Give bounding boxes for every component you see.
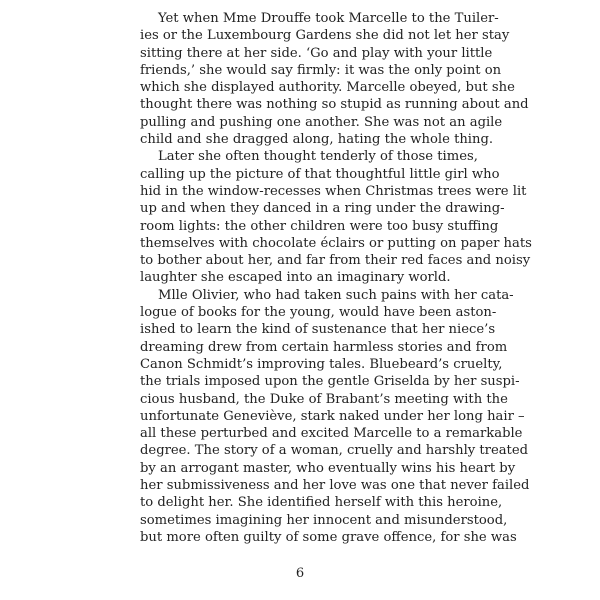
- text-line: logue of books for the young, would have been aston-: [140, 305, 497, 321]
- text-line: themselves with chocolate éclairs or putting on paper hats: [140, 235, 532, 251]
- text-line: dreaming drew from certain harmless stories and from: [140, 339, 508, 355]
- text-line: ished to learn the kind of sustenance that her niece’s: [140, 322, 496, 338]
- text-line: to bother about her, and far from their red faces and noisy: [140, 253, 531, 269]
- text-line: Mlle Olivier, who had taken such pains with her cata-: [158, 287, 514, 303]
- text-line: thought there was nothing so stupid as running about and: [140, 97, 529, 113]
- text-line: room lights: the other children were too busy stuffing: [140, 218, 499, 234]
- text-line: sitting there at her side. ‘Go and play with your little: [140, 45, 493, 61]
- text-line: all these perturbed and excited Marcelle to a remarkable: [140, 426, 523, 442]
- paragraph: [140, 10, 529, 148]
- text-line: laughter she escaped into an imaginary world.: [140, 270, 451, 286]
- text-line: friends,’ she would say firmly: it was the only point on: [140, 62, 502, 78]
- text-line: pulling and pushing one another. She was not an agile: [140, 114, 503, 130]
- body-text: [140, 10, 532, 546]
- text-line: the trials imposed upon the gentle Griselda by her suspi-: [140, 374, 520, 390]
- text-line: degree. The story of a woman, cruelly and harshly treated: [140, 443, 529, 459]
- text-line: cious husband, the Duke of Brabant’s meeting with the: [140, 391, 508, 407]
- text-line: by an arrogant master, who eventually wins his heart by: [140, 460, 516, 476]
- text-line: sometimes imagining her innocent and misunderstood,: [140, 512, 508, 528]
- text-line: Yet when Mme Drouffe took Marcelle to the Tuiler-: [158, 11, 499, 26]
- text-line: child and she dragged along, hating the whole thing.: [140, 132, 494, 148]
- text-line: calling up the picture of that thoughtful little girl who: [140, 166, 500, 182]
- paragraph: [140, 148, 532, 286]
- paragraph: [140, 287, 530, 546]
- text-line: but more often guilty of some grave offence, for she was: [140, 529, 517, 545]
- text-line: ies or the Luxembourg Gardens she did not let her stay: [140, 28, 510, 44]
- text-line: hid in the window-recesses when Christmas trees were lit: [140, 183, 527, 199]
- text-line: up and when they danced in a ring under the drawing-: [140, 201, 505, 217]
- page-number: 6: [295, 566, 305, 581]
- text-line: her submissiveness and her love was one that never failed: [140, 478, 530, 494]
- text-line: to delight her. She identified herself with this heroine,: [140, 495, 503, 511]
- text-line: which she displayed authority. Marcelle obeyed, but she: [140, 80, 515, 96]
- text-line: unfortunate Geneviève, stark naked under her long hair –: [140, 408, 525, 424]
- text-line: Canon Schmidt’s improving tales. Bluebeard’s cruelty,: [140, 356, 503, 372]
- text-line: Later she often thought tenderly of those times,: [158, 149, 478, 165]
